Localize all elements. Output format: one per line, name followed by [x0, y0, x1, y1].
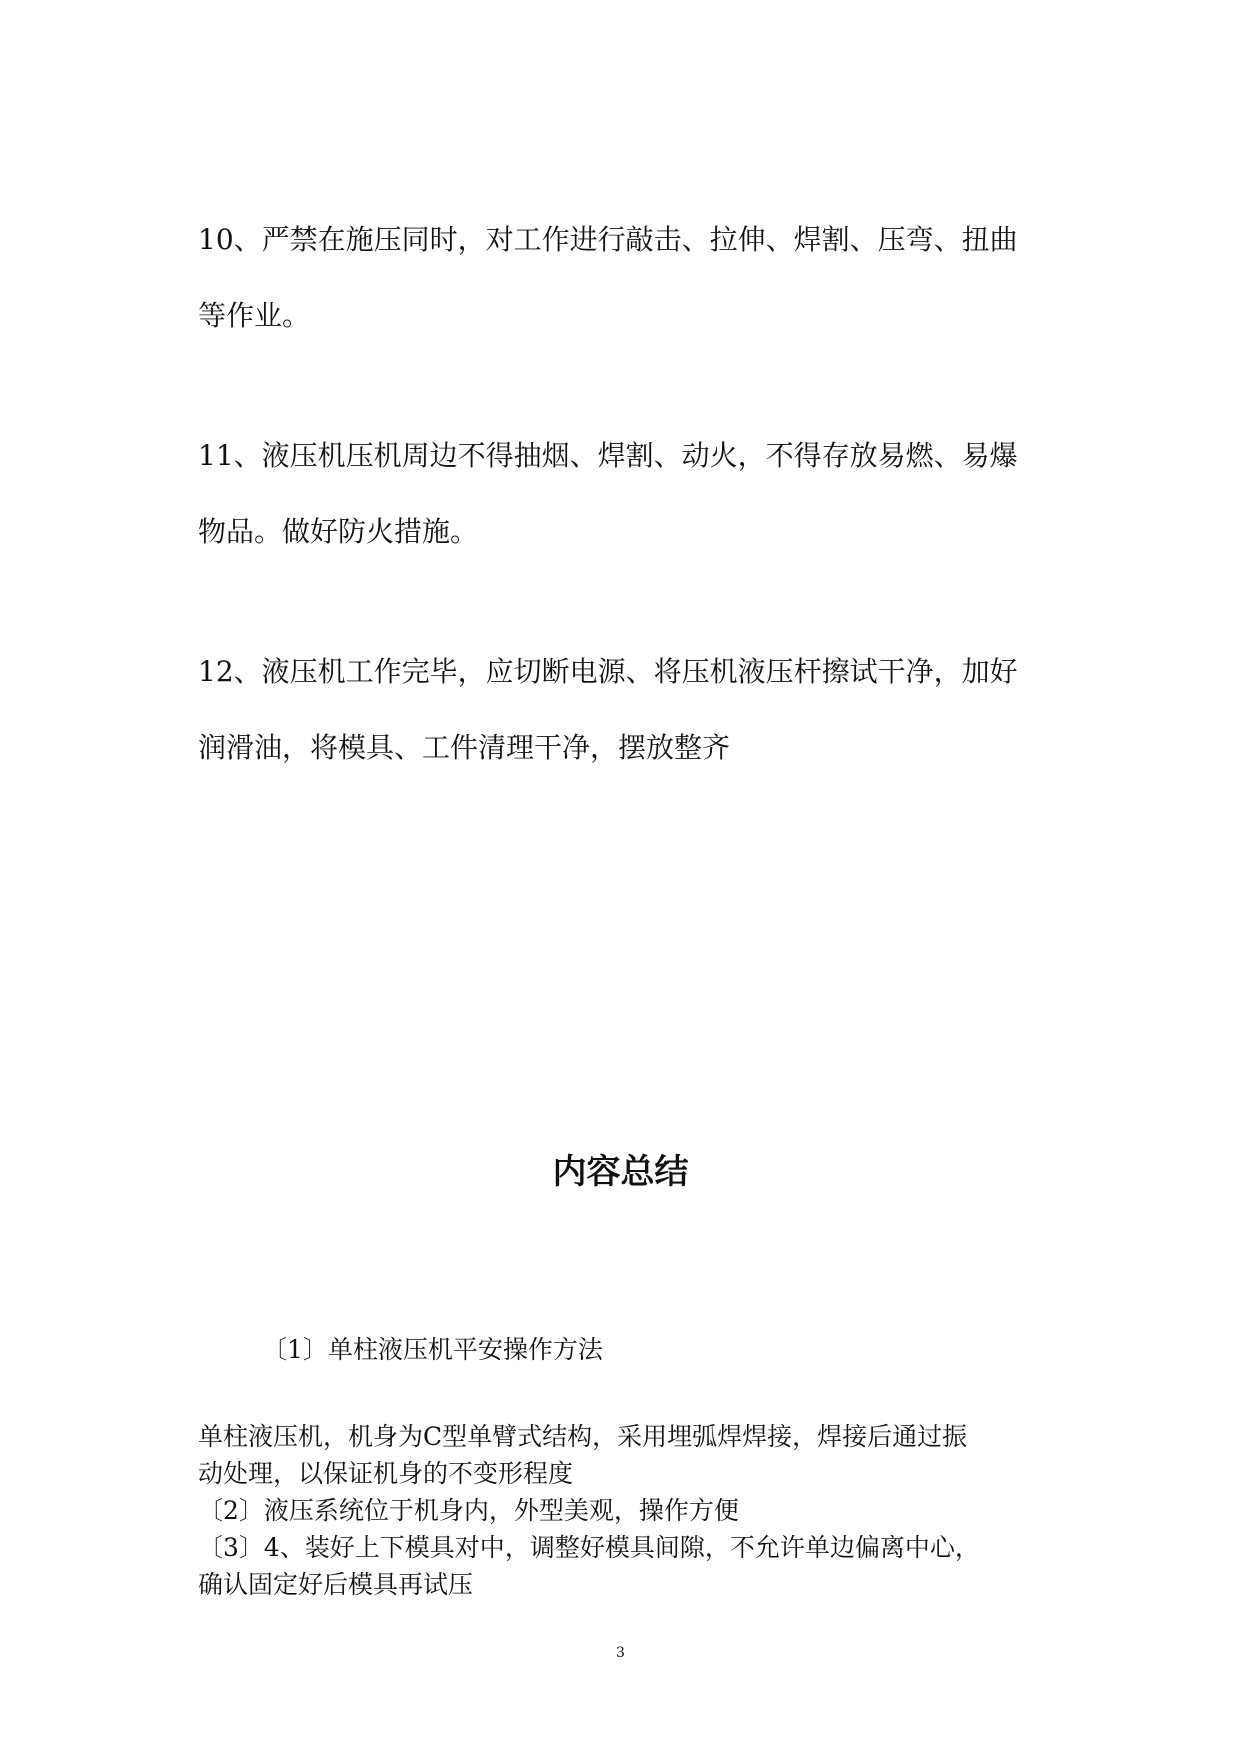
paragraph-line: 12、液压机工作完毕，应切断电源、将压机液压杆擦试干净，加好 — [198, 655, 1018, 688]
summary-line: 〔2〕液压系统位于机身内，外型美观，操作方便 — [198, 1496, 739, 1525]
rule-paragraph-10 — [198, 202, 1048, 354]
summary-body — [198, 1418, 1048, 1603]
summary-line: 动处理，以保证机身的不变形程度 — [198, 1459, 574, 1488]
summary-line: 单柱液压机，机身为C型单臂式结构，采用埋弧焊焊接，焊接后通过振 — [198, 1422, 968, 1451]
page-number: 3 — [616, 1645, 625, 1661]
rule-paragraph-12 — [198, 634, 1048, 786]
paragraph-line: 等作业。 — [198, 299, 311, 332]
paragraph-line: 11、液压机压机周边不得抽烟、焊割、动火，不得存放易燃、易爆 — [198, 439, 1018, 472]
rule-paragraph-11 — [198, 418, 1048, 570]
summary-line: 〔3〕4、装好上下模具对中，调整好模具间隙，不允许单边偏离中心， — [198, 1533, 980, 1562]
summary-line: 确认固定好后模具再试压 — [198, 1570, 474, 1599]
summary-subtitle: 〔1〕单柱液压机平安操作方法 — [262, 1335, 603, 1364]
summary-heading: 内容总结 — [552, 1152, 689, 1192]
paragraph-line: 润滑油，将模具、工件清理干净，摆放整齐 — [198, 731, 731, 764]
paragraph-line: 10、严禁在施压同时，对工作进行敲击、拉伸、焊割、压弯、扭曲 — [198, 223, 1018, 256]
paragraph-line: 物品。做好防火措施。 — [198, 515, 479, 548]
